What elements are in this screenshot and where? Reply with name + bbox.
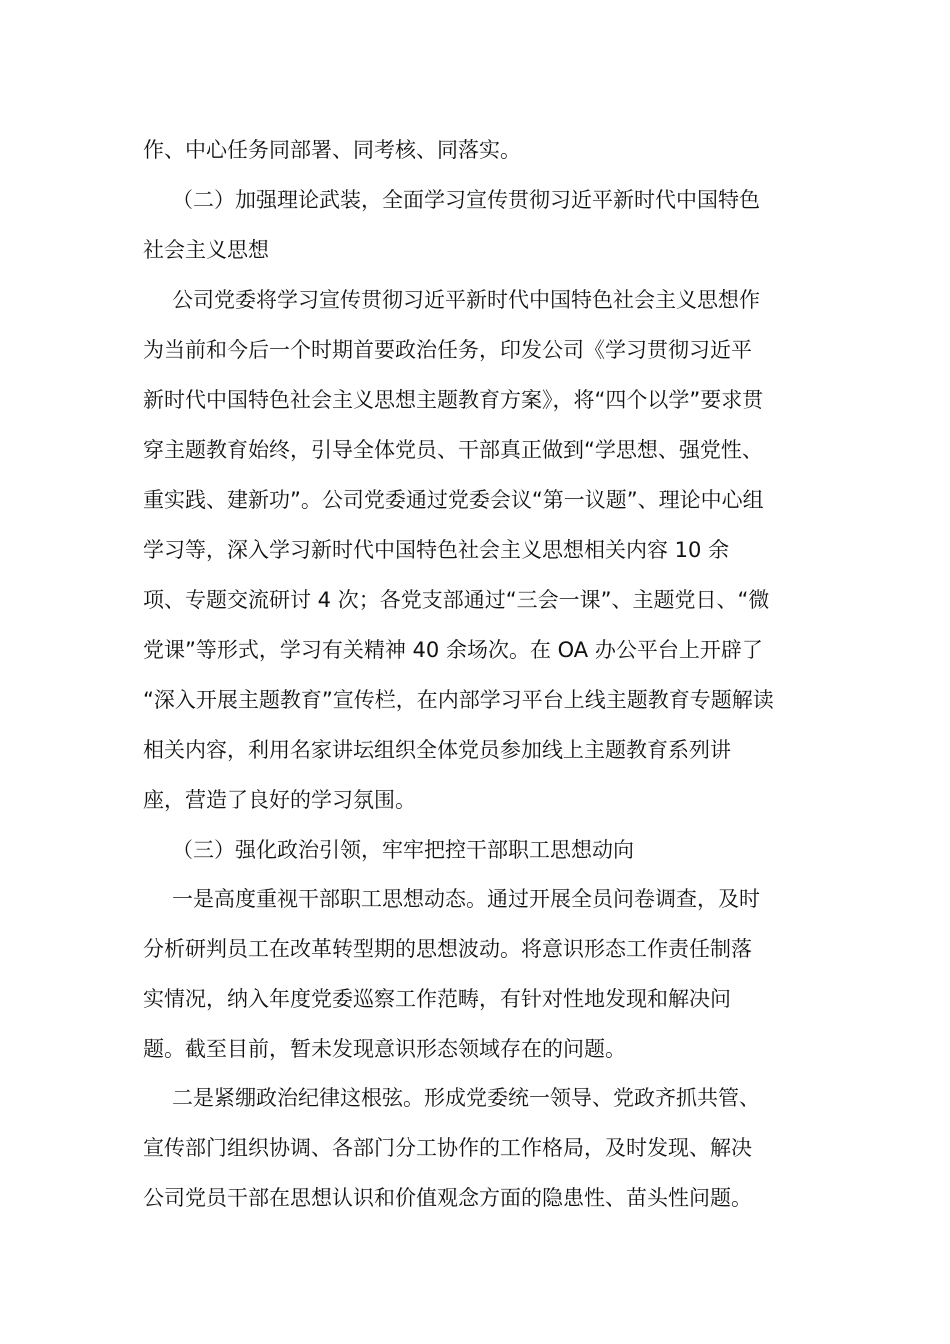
section-heading-2-line-2: 社会主义思想 <box>143 238 269 262</box>
paragraph-line-18: 实情况，纳入年度党委巡察工作范畴，有针对性地发现和解决问 <box>143 987 731 1011</box>
paragraph-line-22: 公司党员干部在思想认识和价值观念方面的隐患性、苗头性问题。 <box>143 1186 752 1210</box>
paragraph-line-12: “深入开展主题教育”宣传栏，在内部学习平台上线主题教育专题解读 <box>143 688 774 712</box>
paragraph-line-11: 党课”等形式，学习有关精神 40 余场次。在 OA 办公平台上开辟了 <box>143 638 763 662</box>
paragraph-line-7: 穿主题教育始终，引导全体党员、干部真正做到“学思想、强党性、 <box>143 438 763 462</box>
paragraph-line-21: 宣传部门组织协调、各部门分工协作的工作格局，及时发现、解决 <box>143 1136 752 1160</box>
paragraph-line-14: 座，营造了良好的学习氛围。 <box>143 788 416 812</box>
paragraph-line-19: 题。截至目前，暂未发现意识形态领域存在的问题。 <box>143 1037 626 1061</box>
section-heading-3: （三）强化政治引领，牢牢把控干部职工思想动向 <box>172 838 634 862</box>
paragraph-line-10: 项、专题交流研讨 4 次；各党支部通过“三会一课”、主题党日、“微 <box>143 588 770 612</box>
paragraph-line-9: 学习等，深入学习新时代中国特色社会主义思想相关内容 10 余 <box>143 538 730 562</box>
paragraph-line-8: 重实践、建新功”。公司党委通过党委会议“第一议题”、理论中心组 <box>143 488 764 512</box>
paragraph-line-20: 二是紧绷政治纪律这根弦。形成党委统一领导、党政齐抓共管、 <box>172 1086 760 1110</box>
paragraph-line-4: 公司党委将学习宣传贯彻习近平新时代中国特色社会主义思想作 <box>172 288 760 312</box>
paragraph-line-5: 为当前和今后一个时期首要政治任务，印发公司《学习贯彻习近平 <box>143 338 752 362</box>
section-heading-2-line-1: （二）加强理论武装，全面学习宣传贯彻习近平新时代中国特色 <box>172 188 760 212</box>
paragraph-line-1: 作、中心任务同部署、同考核、同落实。 <box>143 138 521 162</box>
paragraph-line-13: 相关内容，利用名家讲坛组织全体党员参加线上主题教育系列讲 <box>143 738 731 762</box>
paragraph-line-16: 一是高度重视干部职工思想动态。通过开展全员问卷调查，及时 <box>172 887 760 911</box>
paragraph-line-6: 新时代中国特色社会主义思想主题教育方案》，将“四个以学”要求贯 <box>143 388 764 412</box>
paragraph-line-17: 分析研判员工在改革转型期的思想波动。将意识形态工作责任制落 <box>143 937 752 961</box>
